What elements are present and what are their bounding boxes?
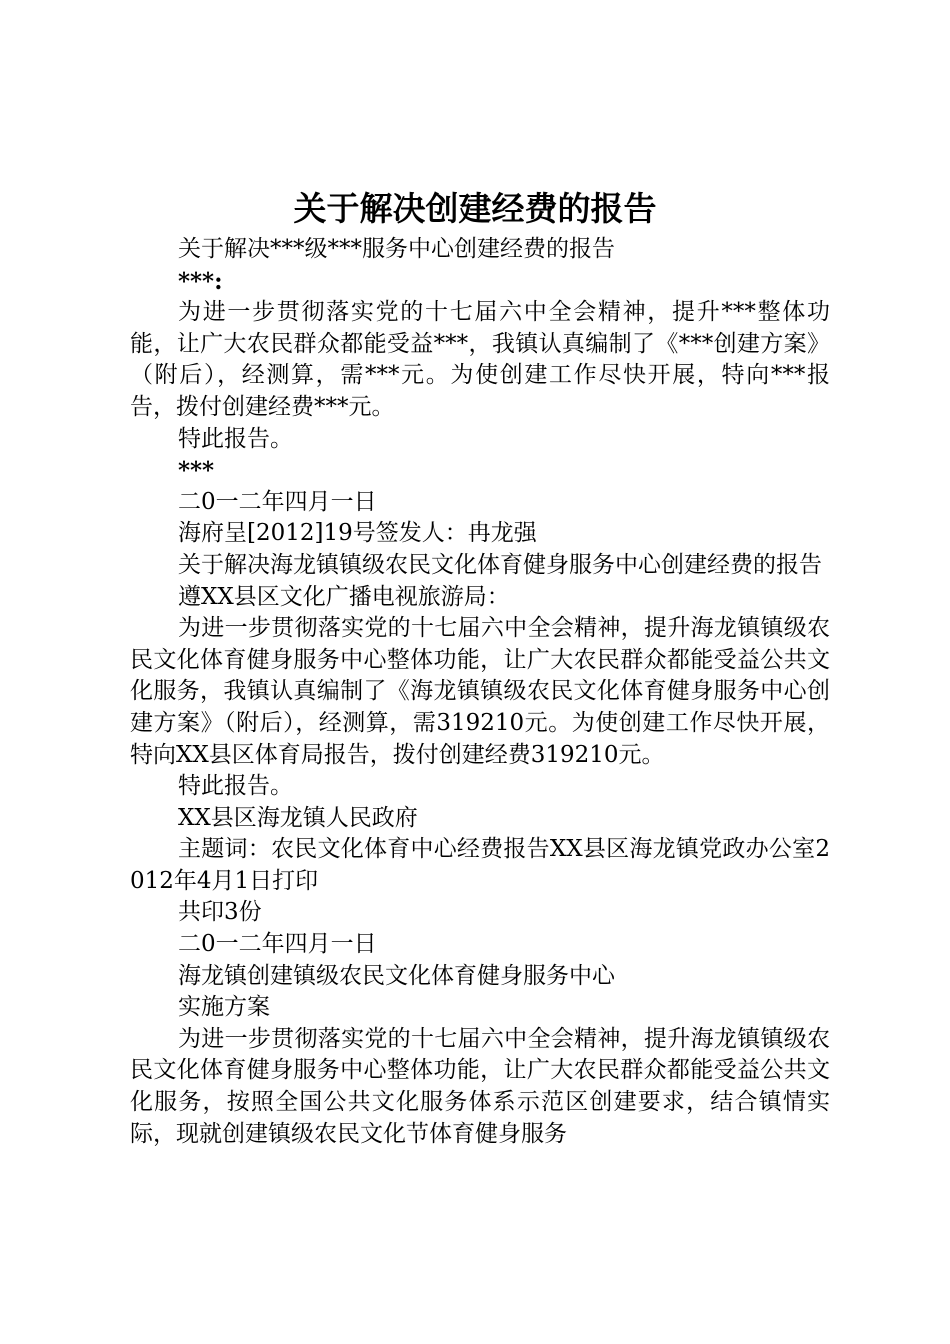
document-title: 关于解决创建经费的报告 xyxy=(293,189,657,228)
paragraph-report-subject: 关于解决海龙镇镇级农民文化体育健身服务中心创建经费的报告 xyxy=(178,551,822,578)
paragraph-body: 为进一步贯彻落实党的十七届六中全会精神，提升海龙镇镇级农民文化体育健身服务中心整体功能，让广大农民群众都能受益公共文化服务，我镇认真编制了《海龙镇镇级农民文化体育健身服务中心创建方案》（附后），经测算，需319210元。为使创建工作尽快开展，特向XX县区体育局报告，拨付创建经费319210元。 xyxy=(130,615,830,768)
paragraph-closing: 特此报告。 xyxy=(178,773,293,800)
paragraph-body: 为进一步贯彻落实党的十七届六中全会精神，提升***整体功能，让广大农民群众都能受益***，我镇认真编制了《***创建方案》（附后），经测算，需***元。为使创建工作尽快开展，特向***报告，拨付创建经费***元。 xyxy=(130,299,830,420)
paragraph-copies: 共印3份 xyxy=(178,899,262,926)
paragraph-plan-subtitle: 实施方案 xyxy=(178,994,270,1021)
paragraph-signatory: *** xyxy=(178,457,215,485)
paragraph-closing: 特此报告。 xyxy=(178,425,293,452)
paragraph-signatory: XX县区海龙镇人民政府 xyxy=(178,804,418,831)
paragraph-subject-words: 主题词：农民文化体育中心经费报告XX县区海龙镇党政办公室2012年4月1日打印 xyxy=(130,836,830,894)
document-body xyxy=(130,234,830,1150)
paragraph-report-subject: 关于解决***级***服务中心创建经费的报告 xyxy=(178,236,615,262)
paragraph-document-number: 海府呈[2012]19号签发人：冉龙强 xyxy=(178,520,537,547)
paragraph-addressee: 遵XX县区文化广播电视旅游局： xyxy=(178,583,510,610)
paragraph-body: 为进一步贯彻落实党的十七届六中全会精神，提升海龙镇镇级农民文化体育健身服务中心整体功能，让广大农民群众都能受益公共文化服务，按照全国公共文化服务体系示范区创建要求，结合镇情实际，现就创建镇级农民文化节体育健身服务 xyxy=(130,1025,830,1147)
paragraph-addressee: ***: xyxy=(178,267,223,295)
paragraph-date: 二0一二年四月一日 xyxy=(178,488,377,515)
paragraph-plan-title: 海龙镇创建镇级农民文化体育健身服务中心 xyxy=(178,962,615,989)
paragraph-date: 二0一二年四月一日 xyxy=(178,931,377,958)
